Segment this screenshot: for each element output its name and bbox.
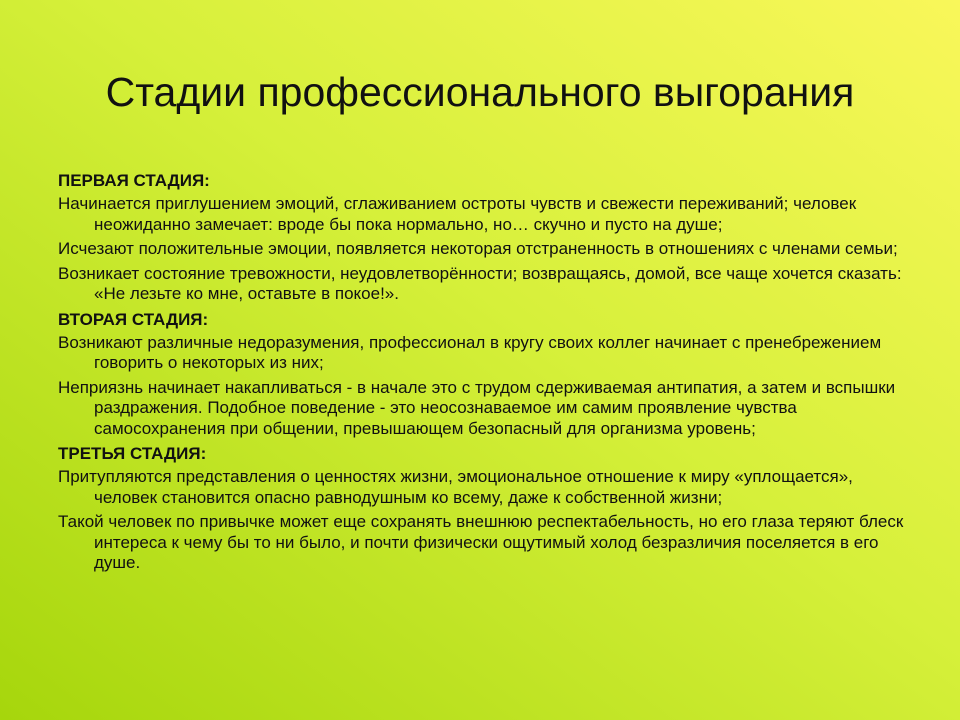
stage-paragraph: Такой человек по привычке может еще сохранять внешнюю респектабельность, но его глаза теряют блеск интереса к чему бы то ни было, и почти физически ощутимый холод безразличия поселяется в его душе. [58,512,904,572]
stage-paragraph: Начинается приглушением эмоций, сглаживанием остроты чувств и свежести переживаний; человек неожиданно замечает: вроде бы пока нормально, но… скучно и пусто на душе; [58,194,857,234]
stage-2 [58,309,908,440]
slide-content [58,170,908,578]
stage-heading: ПЕРВАЯ СТАДИЯ: [58,171,210,190]
stage-paragraph: Возникают различные недоразумения, профессионал в кругу своих коллег начинает с пренебрежением говорить о некоторых из них; [58,332,882,372]
stage-3 [58,443,908,574]
stage-paragraph: Возникает состояние тревожности, неудовлетворённости; возвращаясь, домой, все чаще хочется сказать: «Не лезьте ко мне, оставьте в покое!». [58,263,902,303]
stage-heading: ТРЕТЬЯ СТАДИЯ: [58,444,207,463]
slide-title: Стадии профессионального выгорания [105,69,855,115]
stage-paragraph: Неприязнь начинает накапливаться - в начале это с трудом сдерживаемая антипатия, а затем и вспышки раздражения. Подобное поведение - это неосознаваемое им самим проявление чувства самосохранения при общении, превышающем безопасный для организма уровень; [58,377,896,438]
stage-heading: ВТОРАЯ СТАДИЯ: [58,309,209,329]
stage-paragraph: Притупляются представления о ценностях жизни, эмоциональное отношение к миру «уплощается», человек становится опасно равнодушным ко всему, даже к собственной жизни; [58,467,853,507]
stage-paragraph: Исчезают положительные эмоции, появляется некоторая отстраненность в отношениях с членами семьи; [58,239,898,258]
stage-1 [58,170,908,305]
